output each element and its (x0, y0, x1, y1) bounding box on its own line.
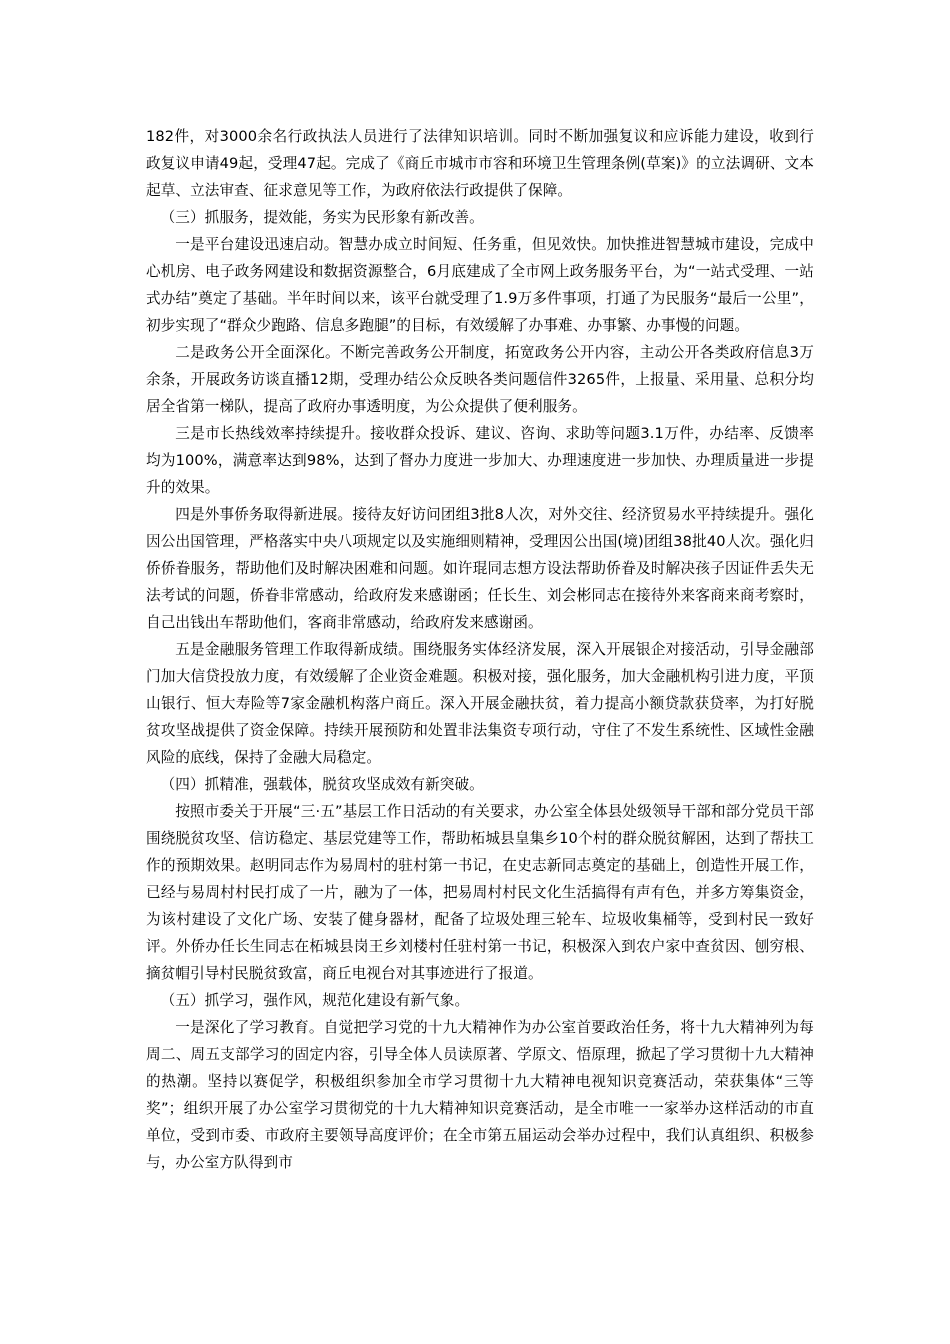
paragraph-poverty: 按照市委关于开展“三·五”基层工作日活动的有关要求，办公室全体县处级领导干部和部分党员干部围绕脱贫攻坚、信访稳定、基层党建等工作，帮助柘城县皇集乡10个村的群众脱贫解困，达到了帮扶工作的预期效果。赵明同志作为易周村的驻村第一书记，在史志新同志奠定的基础上，创造性开展工作，已经与易周村村民打成了一片，融为了一体，把易周村村民文化生活搞得有声有色，并多方筹集资金，为该村建设了文化广场、安装了健身器材，配备了垃圾处理三轮车、垃圾收集桶等，受到村民一致好评。外侨办任长生同志在柘城县岗王乡刘楼村任驻村第一书记，积极深入到农户家中查贫因、刨穷根、摘贫帽引导村民脱贫致富，商丘电视台对其事迹进行了报道。 (146, 803, 814, 982)
paragraph-hotline: 三是市长热线效率持续提升。接收群众投诉、建议、咨询、求助等问题3.1万件，办结率、反馈率均为100%，满意率达到98%，达到了督办力度进一步加大、办理速度进一步加快、办理质量进一步提升的效果。 (146, 425, 814, 496)
paragraph-platform: 一是平台建设迅速启动。智慧办成立时间短、任务重，但见效快。加快推进智慧城市建设，完成中心机房、电子政务网建设和数据资源整合，6月底建成了全市网上政务服务平台，为“一站式受理、一站式办结”奠定了基础。半年时间以来，该平台就受理了1.9万多件事项，打通了为民服务“最后一公里”，初步实现了“群众少跑路、信息多跑腿”的目标，有效缓解了办事难、办事繁、办事慢的问题。 (146, 236, 814, 334)
paragraph-continuation: 182件，对3000余名行政执法人员进行了法律知识培训。同时不断加强复议和应诉能力建设，收到行政复议申请49起，受理47起。完成了《商丘市城市市容和环境卫生管理条例(草案)》的立法调研、文本起草、立法审查、征求意见等工作，为政府依法行政提供了保障。 (146, 128, 814, 199)
section-heading-3: （三）抓服务，提效能，务实为民形象有新改善。 (160, 209, 484, 226)
document-body (146, 123, 814, 1176)
paragraph-foreign-affairs: 四是外事侨务取得新进展。接待友好访问团组3批8人次，对外交往、经济贸易水平持续提升。强化因公出国管理，严格落实中央八项规定以及实施细则精神，受理因公出国(境)团组38批40人次。强化归侨侨眷服务，帮助他们及时解决困难和问题。如许琨同志想方设法帮助侨眷及时解决孩子因证件丢失无法考试的问题，侨眷非常感动，给政府发来感谢函；任长生、刘会彬同志在接待外来客商来商考察时，自己出钱出车帮助他们，客商非常感动，给政府发来感谢函。 (146, 506, 814, 631)
paragraph-study: 一是深化了学习教育。自觉把学习党的十九大精神作为办公室首要政治任务，将十九大精神列为每周二、周五支部学习的固定内容，引导全体人员读原著、学原文、悟原理，掀起了学习贯彻十九大精神的热潮。坚持以赛促学，积极组织参加全市学习贯彻十九大精神电视知识竞赛活动，荣获集体“三等奖”；组织开展了办公室学习贯彻党的十九大精神知识竞赛活动，是全市唯一一家举办这样活动的市直单位，受到市委、市政府主要领导高度评价；在全市第五届运动会举办过程中，我们认真组织、积极参与，办公室方队得到市 (146, 1019, 814, 1171)
paragraph-gov-affairs: 二是政务公开全面深化。不断完善政务公开制度，拓宽政务公开内容，主动公开各类政府信息3万余条，开展政务访谈直播12期，受理办结公众反映各类问题信件3265件，上报量、采用量、总积分均居全省第一梯队，提高了政府办事透明度，为公众提供了便利服务。 (146, 344, 814, 415)
section-heading-4: （四）抓精准，强载体，脱贫攻坚成效有新突破。 (160, 776, 484, 793)
paragraph-finance: 五是金融服务管理工作取得新成绩。围绕服务实体经济发展，深入开展银企对接活动，引导金融部门加大信贷投放力度，有效缓解了企业资金难题。积极对接，强化服务，加大金融机构引进力度，平顶山银行、恒大寿险等7家金融机构落户商丘。深入开展金融扶贫，着力提高小额贷款获贷率，为打好脱贫攻坚战提供了资金保障。持续开展预防和处置非法集资专项行动，守住了不发生系统性、区域性金融风险的底线，保持了金融大局稳定。 (146, 641, 814, 766)
section-heading-5: （五）抓学习，强作风，规范化建设有新气象。 (160, 992, 470, 1009)
